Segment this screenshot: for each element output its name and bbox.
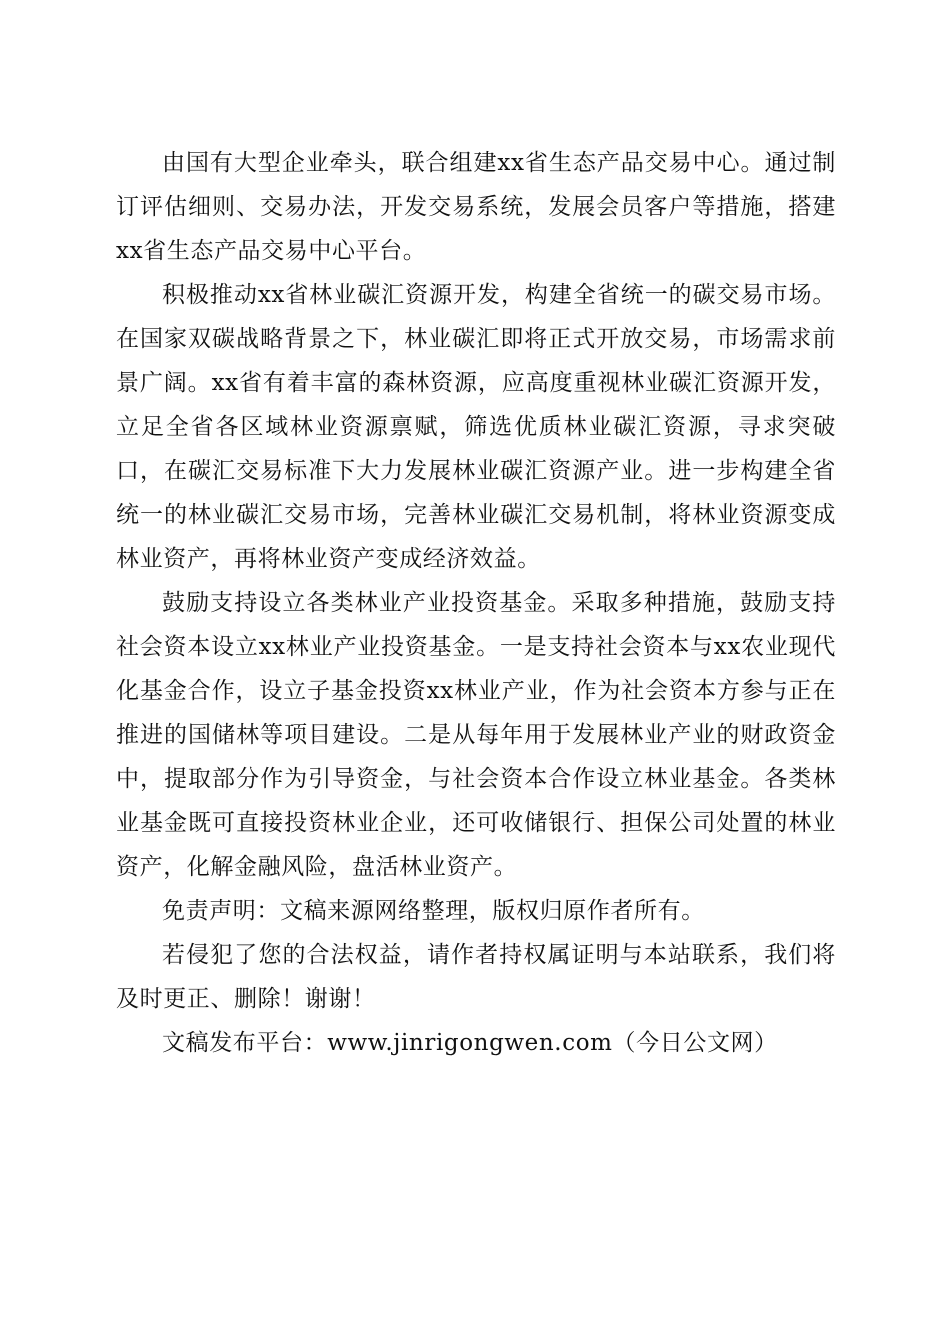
paragraph-carbon-sink: 积极推动xx省林业碳汇资源开发，构建全省统一的碳交易市场。在国家双碳战略背景之下，林业碳汇即将正式开放交易，市场需求前景广阔。xx省有着丰富的森林资源，应高度重视林业碳汇资源开发，立足全省各区域林业资源禀赋，筛选优质林业碳汇资源，寻求突破口，在碳汇交易标准下大力发展林业碳汇资源产业。进一步构建全省统一的林业碳汇交易市场，完善林业碳汇交易机制，将林业资源变成林业资产，再将林业资产变成经济效益。 — [116, 282, 836, 572]
disclaimer-text: 免责声明：文稿来源网络整理，版权归原作者所有。 — [162, 898, 705, 924]
platform-credit: 文稿发布平台：www.jinrigongwen.com（今日公文网） — [162, 1030, 778, 1056]
document-body — [116, 141, 836, 1065]
infringement-notice: 若侵犯了您的合法权益，请作者持权属证明与本站联系，我们将及时更正、删除！谢谢！ — [116, 942, 836, 1012]
paragraph-eco-trading-center: 由国有大型企业牵头，联合组建xx省生态产品交易中心。通过制订评估细则、交易办法，开发交易系统，发展会员客户等措施，搭建xx省生态产品交易中心平台。 — [116, 150, 836, 264]
paragraph-investment-fund: 鼓励支持设立各类林业产业投资基金。采取多种措施，鼓励支持社会资本设立xx林业产业投资基金。一是支持社会资本与xx农业现代化基金合作，设立子基金投资xx林业产业，作为社会资本方参与正在推进的国储林等项目建设。二是从每年用于发展林业产业的财政资金中，提取部分作为引导资金，与社会资本合作设立林业基金。各类林业基金既可直接投资林业企业，还可收储银行、担保公司处置的林业资产，化解金融风险，盘活林业资产。 — [116, 590, 836, 880]
